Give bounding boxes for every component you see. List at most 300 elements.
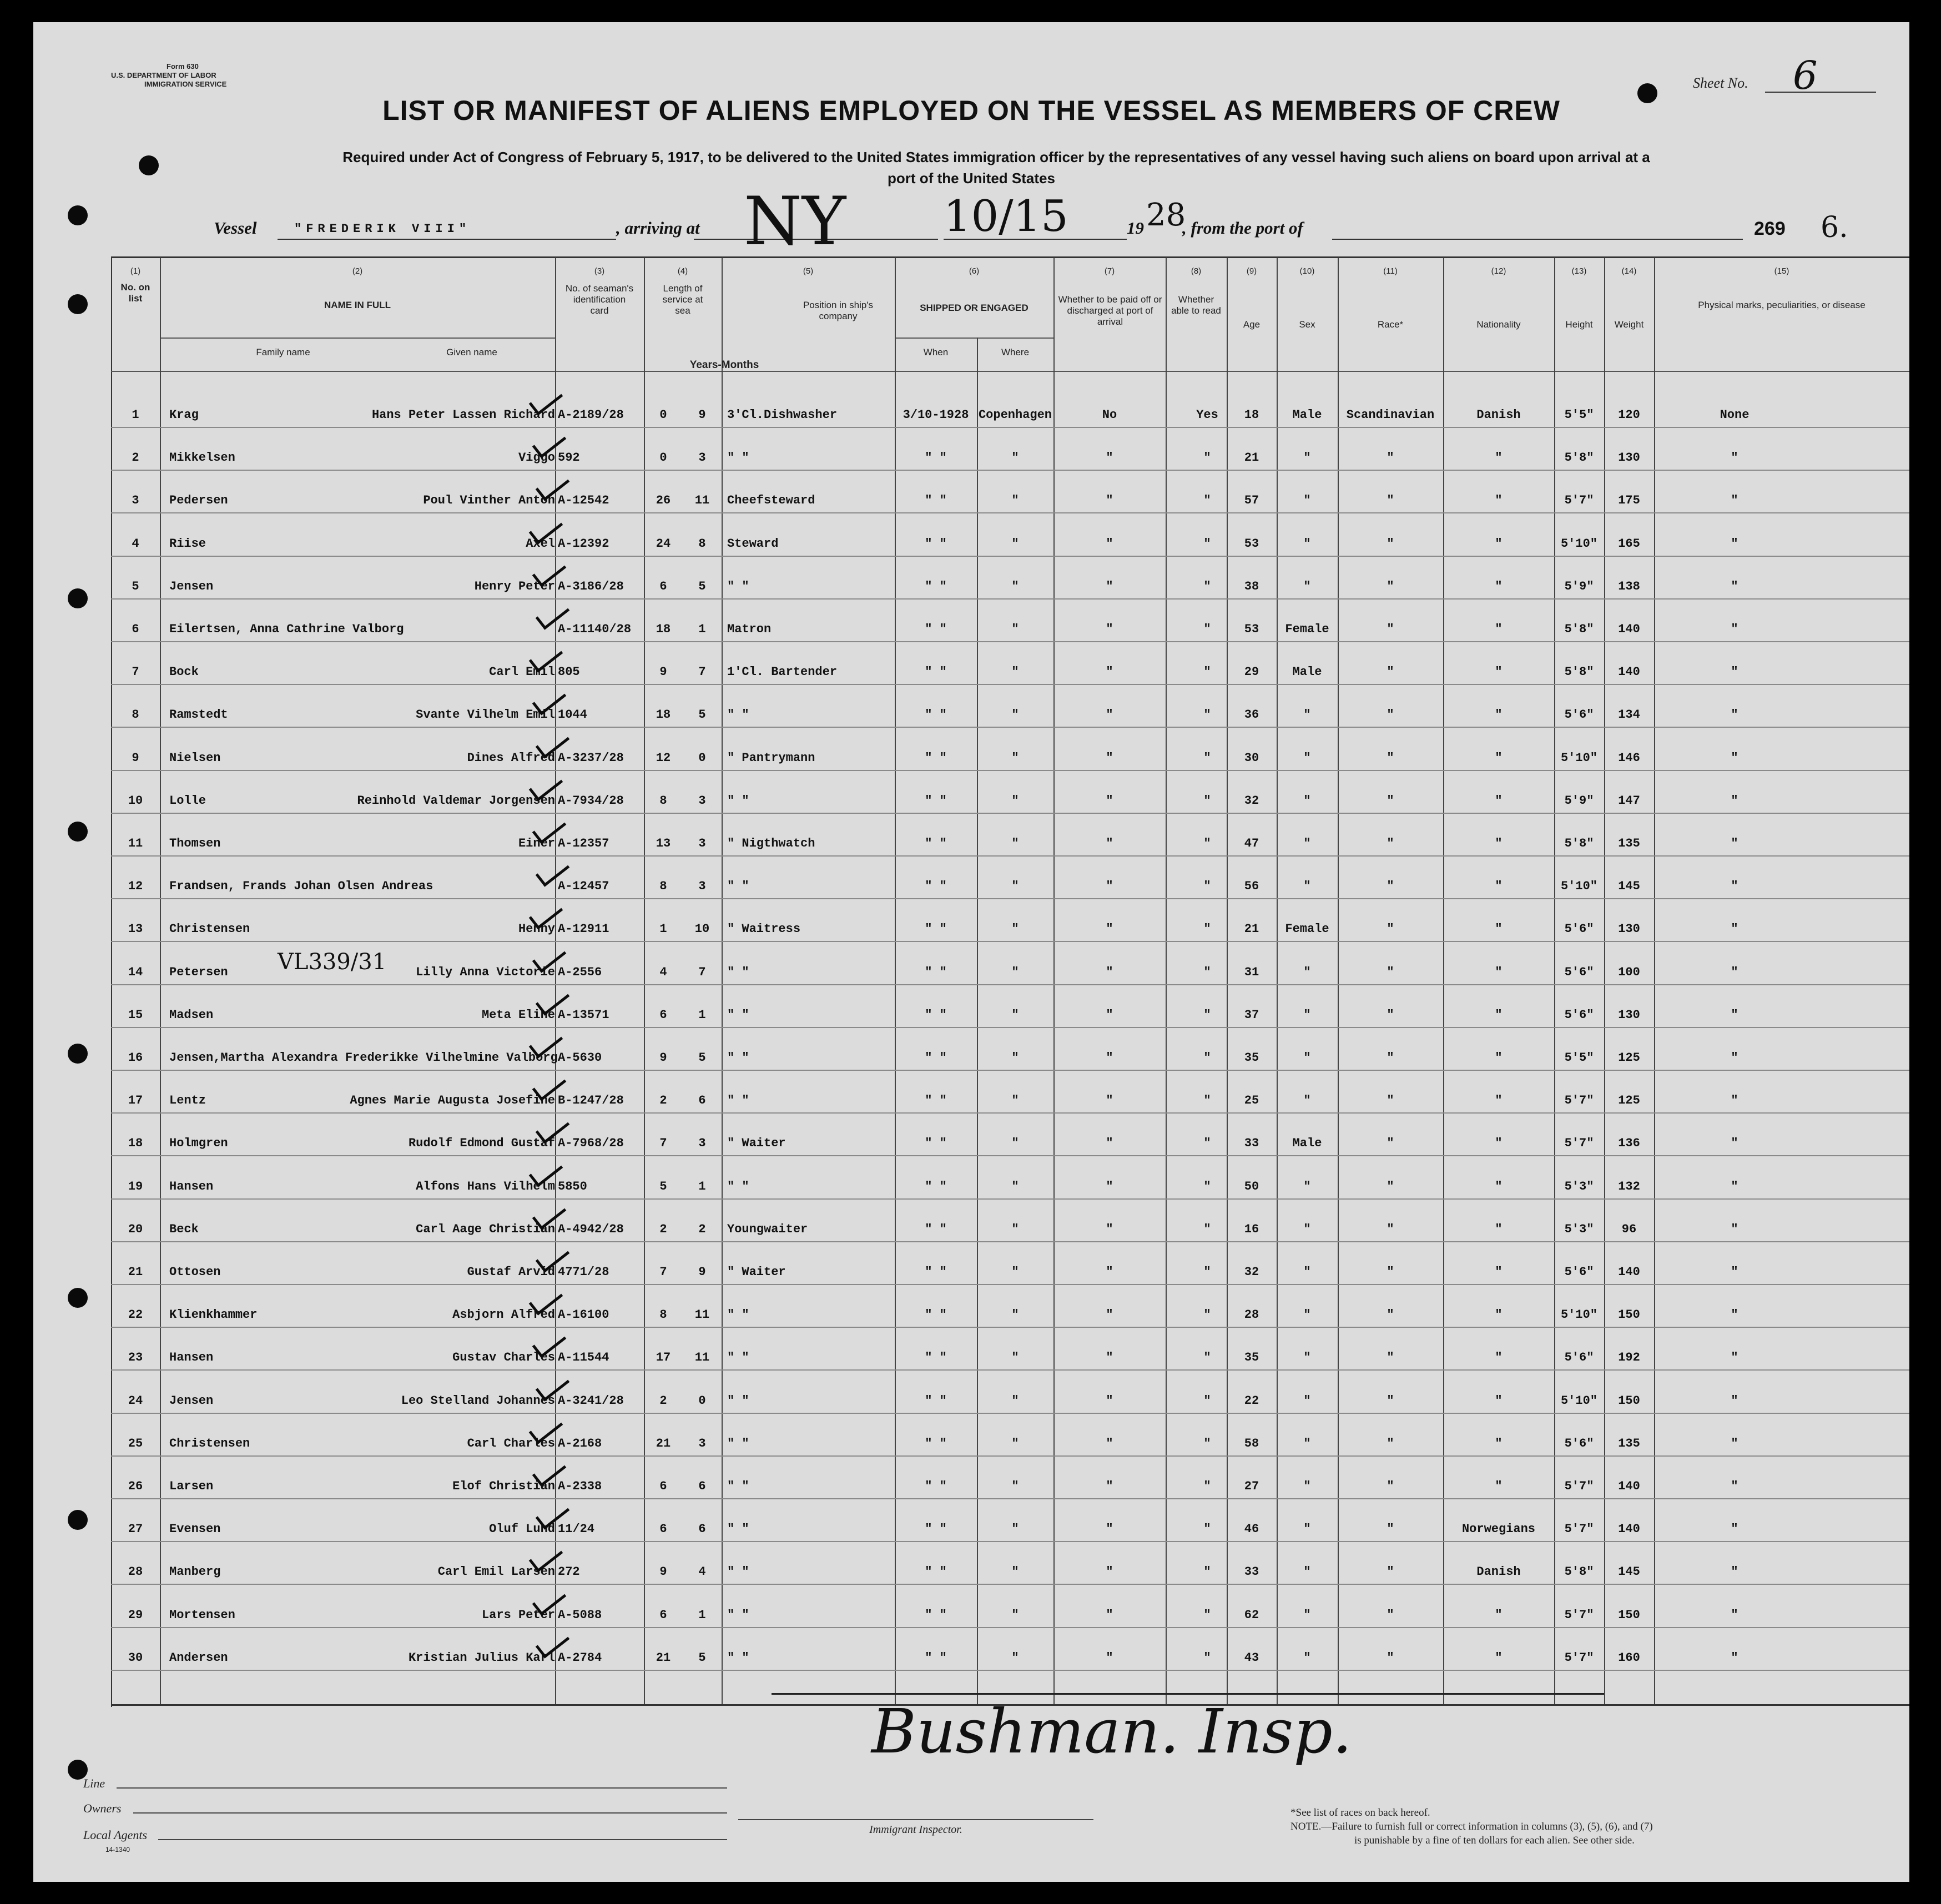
weight: 134 [1618,708,1640,722]
physical-marks: " [1731,1650,1738,1665]
sex: " [1303,1436,1311,1450]
paid-off: " [1106,1222,1113,1236]
shipped-where: " [1011,1265,1019,1279]
row-rule [111,1198,1909,1200]
able-to-read: " [1203,1008,1211,1022]
paid-off: " [1106,708,1113,722]
given-name: Carl Aage Christian [416,1222,555,1236]
race: " [1387,1008,1394,1022]
paid-off: " [1106,1436,1113,1450]
physical-marks: " [1731,1308,1738,1322]
shipped-when: " " [925,493,947,508]
age: 25 [1244,1094,1259,1108]
shipped-when: " " [925,1051,947,1065]
shipped-when: " " [925,1179,947,1193]
col-family-name: Family name [256,347,310,357]
col-nationality: Nationality [1476,319,1521,330]
id-card: 1044 [558,708,587,722]
col-race: Race* [1377,319,1404,330]
family-name: Jensen [169,1393,214,1408]
age: 62 [1244,1608,1259,1622]
height: 5'6" [1564,1436,1594,1450]
id-card: A-2189/28 [558,408,624,422]
height: 5'7" [1564,1522,1594,1537]
shipped-where: " [1011,1436,1019,1450]
sex: " [1303,879,1311,894]
race: " [1387,1393,1394,1408]
paid-off: " [1106,965,1113,979]
footer-line-rule [117,1787,727,1789]
nationality: " [1495,451,1503,465]
shipped-where: " [1011,1179,1019,1193]
paid-off: No [1102,408,1117,422]
height: 5'9" [1564,579,1594,593]
height: 5'7" [1564,1136,1594,1151]
shipped-where: " [1011,1222,1019,1236]
sex: " [1303,1222,1311,1236]
race: " [1387,622,1394,636]
service-years: 8 [659,793,667,808]
age: 32 [1244,1265,1259,1279]
position: " " [727,1308,749,1322]
race: " [1387,1608,1394,1622]
row-rule [111,1155,1909,1156]
family-name: Christensen [169,922,250,936]
physical-marks: " [1731,1351,1738,1365]
physical-marks: " [1731,665,1738,679]
physical-marks: " [1731,793,1738,808]
position: " " [727,793,749,808]
row-rule [111,1627,1909,1628]
age: 21 [1244,922,1259,936]
row-rule [111,1112,1909,1114]
id-card: A-12457 [558,879,609,894]
nationality: " [1495,1051,1503,1065]
id-card: 11/24 [558,1522,595,1537]
given-name: Gustav Charles [452,1351,555,1365]
physical-marks: " [1731,922,1738,936]
paid-off: " [1106,879,1113,894]
given-name: Viggo [518,451,555,465]
row-number: 29 [128,1608,143,1622]
age: 57 [1244,493,1259,508]
row-number: 4 [132,536,139,551]
height: 5'10" [1560,750,1597,765]
sex: " [1303,1265,1311,1279]
age: 21 [1244,451,1259,465]
id-card: A-11544 [558,1351,609,1365]
paid-off: " [1106,750,1113,765]
col-position: Position in ship's company [803,300,874,321]
given-name: Oluf Lund [489,1522,555,1537]
able-to-read: " [1203,1565,1211,1579]
height: 5'7" [1564,1608,1594,1622]
paid-off: " [1106,1522,1113,1537]
service-years: 2 [659,1222,667,1236]
shipped-when: " " [925,1393,947,1408]
col-num: (7) [1104,266,1115,276]
height: 5'6" [1564,1351,1594,1365]
family-name: Christensen [169,1436,250,1450]
shipped-where: " [1011,536,1019,551]
nationality: " [1495,1479,1503,1493]
vessel-name: "FREDERIK VIII" [294,222,471,236]
row-number: 22 [128,1308,143,1322]
service-years: 4 [659,965,667,979]
sex: " [1303,1179,1311,1193]
row-rule [111,1584,1909,1585]
col-num: (2) [352,266,363,276]
able-to-read: " [1203,1650,1211,1665]
nationality: " [1495,579,1503,593]
position: " " [727,879,749,894]
nationality: " [1495,965,1503,979]
service-years: 24 [656,536,671,551]
shipped-where: " [1011,1008,1019,1022]
paid-off: " [1106,1179,1113,1193]
punch-hole [68,822,88,842]
nationality: " [1495,1351,1503,1365]
position: " " [727,1094,749,1108]
height: 5'7" [1564,1650,1594,1665]
age: 43 [1244,1650,1259,1665]
col-num: (3) [594,266,605,276]
nationality: " [1495,837,1503,850]
physical-marks: " [1731,1522,1738,1537]
service-months: 5 [698,708,706,722]
paid-off: " [1106,536,1113,551]
age: 53 [1244,622,1259,636]
family-name: Bock [169,665,199,679]
id-card: A-5630 [558,1051,602,1065]
physical-marks: " [1731,622,1738,636]
col-shipped: SHIPPED OR ENGAGED [920,303,1029,313]
age: 32 [1244,793,1259,808]
shipped-when: " " [925,1222,947,1236]
row-number: 7 [132,665,139,679]
given-name: Rudolf Edmond Gustaf [408,1136,555,1151]
family-name: Hansen [169,1351,214,1365]
row-number: 10 [128,793,143,808]
row-rule [111,727,1909,728]
shipped-when: 3/10-1928 [903,408,969,422]
row-number: 12 [128,879,143,894]
paid-off: " [1106,1393,1113,1408]
height: 5'8" [1564,837,1594,850]
id-card: A-3237/28 [558,750,624,765]
height: 5'10" [1560,879,1597,894]
nationality: " [1495,536,1503,551]
punch-hole [68,1044,88,1064]
row-number: 15 [128,1008,143,1022]
given-name: Kristian Julius Karl [408,1650,555,1665]
shipped-where: " [1011,1565,1019,1579]
family-name: Klienkhammer [169,1308,258,1322]
family-name: Hansen [169,1179,214,1193]
col-num: (14) [1621,266,1637,276]
footer-note3: is punishable by a fine of ten dollars for each alien. See other side. [1354,1835,1635,1846]
nationality: " [1495,1094,1503,1108]
footer-form-code: 14-1340 [105,1846,130,1853]
position: " " [727,1008,749,1022]
row-number: 1 [132,408,139,422]
id-card: A-3186/28 [558,579,624,593]
nationality: " [1495,1265,1503,1279]
service-months: 1 [698,1179,706,1193]
weight: 96 [1621,1222,1637,1236]
row-number: 14 [128,965,143,979]
sex: " [1303,1608,1311,1622]
col-num: (9) [1246,266,1257,276]
inspector-signature: Bushman. Insp. [871,1696,1352,1767]
col-num: (15) [1774,266,1789,276]
race: " [1387,965,1394,979]
able-to-read: " [1203,922,1211,936]
row-rule [111,684,1909,685]
race: " [1387,708,1394,722]
race: " [1387,750,1394,765]
height: 5'6" [1564,965,1594,979]
height: 5'6" [1564,708,1594,722]
service-months: 3 [698,879,706,894]
able-to-read: " [1203,750,1211,765]
service-months: 11 [694,493,710,508]
physical-marks: " [1731,750,1738,765]
shipped-when: " " [925,1522,947,1537]
height: 5'8" [1564,1565,1594,1579]
col-divider [722,258,723,1704]
family-name: Andersen [169,1650,228,1665]
position: " " [727,1351,749,1365]
given-name: Poul Vinther Anton [423,493,555,508]
service-years: 7 [659,1136,667,1151]
height: 5'3" [1564,1179,1594,1193]
page-mark: 6. [1821,211,1848,244]
nationality: " [1495,708,1503,722]
race: " [1387,536,1394,551]
height: 5'3" [1564,1222,1594,1236]
col-height: Height [1565,319,1593,330]
able-to-read: " [1203,665,1211,679]
given-name: Carl Emil [489,665,555,679]
service-months: 3 [698,793,706,808]
race: " [1387,1522,1394,1537]
sex: " [1303,1051,1311,1065]
family-name: Evensen [169,1522,221,1537]
weight: 140 [1618,1479,1640,1493]
row-rule [111,1241,1909,1242]
position: " " [727,708,749,722]
row-rule [111,941,1909,942]
family-name: Larsen [169,1479,214,1493]
position: " Waitress [727,922,801,936]
height: 5'10" [1560,536,1597,551]
paid-off: " [1106,1308,1113,1322]
shipped-when: " " [925,579,947,593]
position: " " [727,1051,749,1065]
weight: 165 [1618,536,1640,551]
row-rule [111,598,1909,600]
service-months: 8 [698,536,706,551]
footer-note1: *See list of races on back hereof. [1290,1807,1430,1819]
physical-marks: " [1731,879,1738,894]
row-rule [111,1070,1909,1071]
position: " " [727,579,749,593]
shipped-where: " [1011,708,1019,722]
physical-marks: " [1731,536,1738,551]
from-port-label: , from the port of [1182,218,1303,238]
physical-marks: " [1731,1608,1738,1622]
height: 5'9" [1564,793,1594,808]
shipped-when: " " [925,708,947,722]
race: " [1387,1436,1394,1450]
punch-hole [68,1288,88,1308]
shipped-where: " [1011,1608,1019,1622]
service-months: 6 [698,1522,706,1537]
footer-owners-rule [133,1812,727,1814]
paid-off: " [1106,1265,1113,1279]
service-months: 1 [698,622,706,636]
row-number: 2 [132,451,139,465]
family-name: Krag [169,408,199,422]
service-months: 9 [698,1265,706,1279]
row-rule [111,1455,1909,1457]
paid-off: " [1106,1094,1113,1108]
row-number: 13 [128,922,143,936]
row-rule [111,427,1909,428]
able-to-read: Yes [1196,408,1218,422]
position: " " [727,965,749,979]
position: " " [727,1565,749,1579]
position: Cheefsteward [727,493,815,508]
row-number: 26 [128,1479,143,1493]
sheet-no-line [1765,92,1876,93]
id-card: A-13571 [558,1008,609,1022]
row-number: 17 [128,1094,143,1108]
age: 30 [1244,750,1259,765]
given-name: Svante Vilhelm Emil [416,708,555,722]
col-num: (5) [803,266,814,276]
age: 53 [1244,536,1259,551]
paid-off: " [1106,622,1113,636]
shipped-when: " " [925,837,947,850]
shipped-when: " " [925,965,947,979]
race: " [1387,1265,1394,1279]
position: " " [727,1436,749,1450]
paid-off: " [1106,837,1113,850]
paid-off: " [1106,1136,1113,1151]
physical-marks: " [1731,837,1738,850]
service-years: 9 [659,665,667,679]
physical-marks: " [1731,451,1738,465]
weight: 146 [1618,750,1640,765]
row-number: 19 [128,1179,143,1193]
id-card: A-12357 [558,837,609,850]
position: 3'Cl.Dishwasher [727,408,838,422]
weight: 130 [1618,1008,1640,1022]
row-number: 25 [128,1436,143,1450]
race: " [1387,665,1394,679]
given-name: Lilly Anna Victorie [416,965,555,979]
able-to-read: " [1203,965,1211,979]
weight: 192 [1618,1351,1640,1365]
physical-marks: " [1731,708,1738,722]
able-to-read: " [1203,493,1211,508]
service-months: 2 [698,1222,706,1236]
height: 5'6" [1564,1265,1594,1279]
paid-off: " [1106,1650,1113,1665]
given-name: Einer [518,837,555,850]
sex: Male [1292,665,1322,679]
service-months: 0 [698,750,706,765]
col-physical: Physical marks, peculiarities, or disease [1698,300,1866,310]
shipped-when: " " [925,750,947,765]
col-num: (1) [130,266,141,276]
vessel-label: Vessel [214,218,257,238]
service-years: 2 [659,1094,667,1108]
able-to-read: " [1203,1051,1211,1065]
subtitle-line2: port of the United States [888,170,1055,187]
weight: 175 [1618,493,1640,508]
paid-off: " [1106,1051,1113,1065]
id-card: A-2556 [558,965,602,979]
service-months: 1 [698,1608,706,1622]
id-card: 805 [558,665,580,679]
row-number: 11 [128,837,143,850]
age: 46 [1244,1522,1259,1537]
race: " [1387,922,1394,936]
page-number: 269 [1754,218,1786,239]
row-number: 23 [128,1351,143,1365]
shipped-where: " [1011,665,1019,679]
paid-off: " [1106,1565,1113,1579]
row-rule [111,770,1909,771]
able-to-read: " [1203,1222,1211,1236]
race: " [1387,837,1394,850]
position: " " [727,1650,749,1665]
shipped-when: " " [925,1351,947,1365]
form-id: Form 630 [167,62,199,70]
nationality: " [1495,1008,1503,1022]
row-number: 21 [128,1265,143,1279]
physical-marks: " [1731,1051,1738,1065]
nationality: " [1495,493,1503,508]
service-months: 6 [698,1479,706,1493]
physical-marks: None [1720,408,1750,422]
service-years: 6 [659,1479,667,1493]
footer-agents-rule [158,1839,727,1840]
id-card: A-12542 [558,493,609,508]
position: " Pantrymann [727,750,815,765]
punch-hole [68,1510,88,1530]
family-name: Beck [169,1222,199,1236]
manifest-sheet [33,22,1909,1882]
arriving-port: NY [744,183,846,260]
punch-hole [68,294,88,314]
row-rule [111,556,1909,557]
row-rule [111,1670,1909,1671]
height: 5'5" [1564,1051,1594,1065]
height: 5'10" [1560,1308,1597,1322]
given-name: Alfons Hans Vilhelm [416,1179,555,1193]
position: " " [727,1179,749,1193]
service-months: 3 [698,1436,706,1450]
weight: 136 [1618,1136,1640,1151]
footer-inspector-label: Immigrant Inspector. [869,1824,962,1836]
row-number: 6 [132,622,139,636]
service-years: 9 [659,1565,667,1579]
shipped-where: " [1011,493,1019,508]
